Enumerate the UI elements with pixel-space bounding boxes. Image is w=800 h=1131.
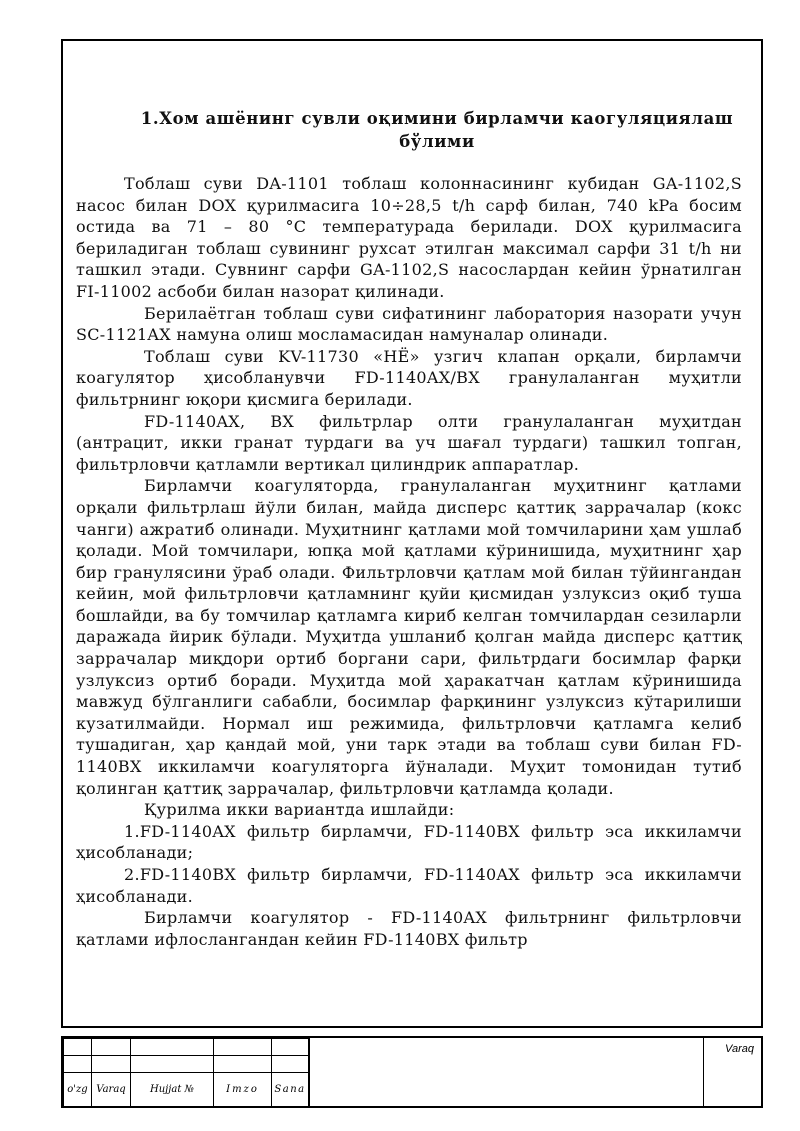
sheet-number-cell: Varaq xyxy=(703,1038,761,1106)
document-content xyxy=(76,107,742,950)
stamp-label-imzo: Imzo xyxy=(214,1073,272,1107)
paragraph: Тоблаш суви KV-11730 «НЁ» узгич клапан орқали, бирламчи коагулятор ҳисобланувчи FD-1140AX/BX гранулаланган муҳитли фильтрнинг юқори қисмига берилади. xyxy=(76,346,742,409)
paragraphs xyxy=(76,173,742,950)
paragraph: Бирламчи коагулятор - FD-1140AX фильтрнинг фильтрловчи қатлами ифлослангандан кейин FD-1140BX фильтр xyxy=(76,908,742,949)
title-block-table xyxy=(63,1038,310,1107)
stamp-label-sana: Sana xyxy=(272,1073,310,1107)
section-title: 1.Хом ашёнинг сувли оқимини бирламчи каогуляциялаш бўлими xyxy=(140,109,734,151)
paragraph: 2.FD-1140BX фильтр бирламчи, FD-1140AX фильтр эса иккиламчи ҳисобланади. xyxy=(76,865,742,906)
paragraph: FD-1140AX, BX фильтрлар олти гранулаланган муҳитдан (антрацит, икки гранат турдаги ва уч шағал турдаги) ташкил топган, фильтрловчи қатламли вертикал цилиндрик аппаратлар. xyxy=(76,411,742,474)
title-block xyxy=(61,1036,763,1108)
paragraph: 1.FD-1140AX фильтр бирламчи, FD-1140BX фильтр эса иккиламчи ҳисобланади; xyxy=(76,821,742,863)
paragraph: Берилаётган тоблаш суви сифатининг лаборатория назорати учун SC-1121AX намуна олиш мосламасидан намуналар олинади. xyxy=(76,303,742,345)
paragraph: Бирламчи коагуляторда, гранулаланган муҳитнинг қатлами орқали фильтрлаш йўли билан, майда дисперс қаттиқ заррачалар (кокс чанги) ажратиб олинади. Муҳитнинг қатлами мой томчиларини ҳам ушлаб қолади. Мой томчилари, юпқа мой қатлами кўринишида, муҳитнинг ҳар бир гранулясини ўраб олади. Фильтрловчи қатлам мой билан тўйингандан кейин, мой фильтрловчи қатламнинг қуйи қисмидан узлуксиз оқиб туша бошлайди, ва бу томчилар қатламга кириб келган томчилардан сезиларли даражада йирик бўлади. Муҳитда ушланиб қолган майда дисперс қаттиқ заррачалар миқдори ортиб боргани сари, фильтрдаги босимлар фарқи узлуксиз ортиб боради. Муҳитда мой ҳаракатчан қатлам кўринишида мавжуд бўлганлиги сабабли, босимлар фарқининг узлуксиз кўтарилиши кузатилмайди. Нормал иш режимида, фильтрловчи қатламга келиб тушадиган, ҳар қандай мой, уни тарк этади ва тоблаш суви билан FD-1140BX иккиламчи коагуляторга йўналади. Муҳит томонидан тутиб қолинган қаттиқ заррачалар, фильтрловчи қатламда қолади. xyxy=(76,476,742,798)
stamp-label-varaq: Varaq xyxy=(92,1073,131,1107)
paragraph: Тоблаш суви DA-1101 тоблаш колоннасининг кубидан GA-1102,S насос билан DOX қурилмасига 10÷28,5 t/h сарф билан, 740 kPa босим остида ва 71 – 80 °C температурада берилади. DOX қурилмасига бериладиган тоблаш сувининг рухсат этилган максимал сарфи 31 t/h ни ташкил этади. Сувнинг сарфи GA-1102,S насослардан кейин ўрнатилган FI-11002 асбоби билан назорат қилинади. xyxy=(76,174,742,301)
stamp-label-hujjat: Hujjat № xyxy=(131,1073,214,1107)
stamp-label-ozg: o'zg xyxy=(64,1073,92,1107)
paragraph: Қурилма икки вариантда ишлайди: xyxy=(144,800,455,820)
